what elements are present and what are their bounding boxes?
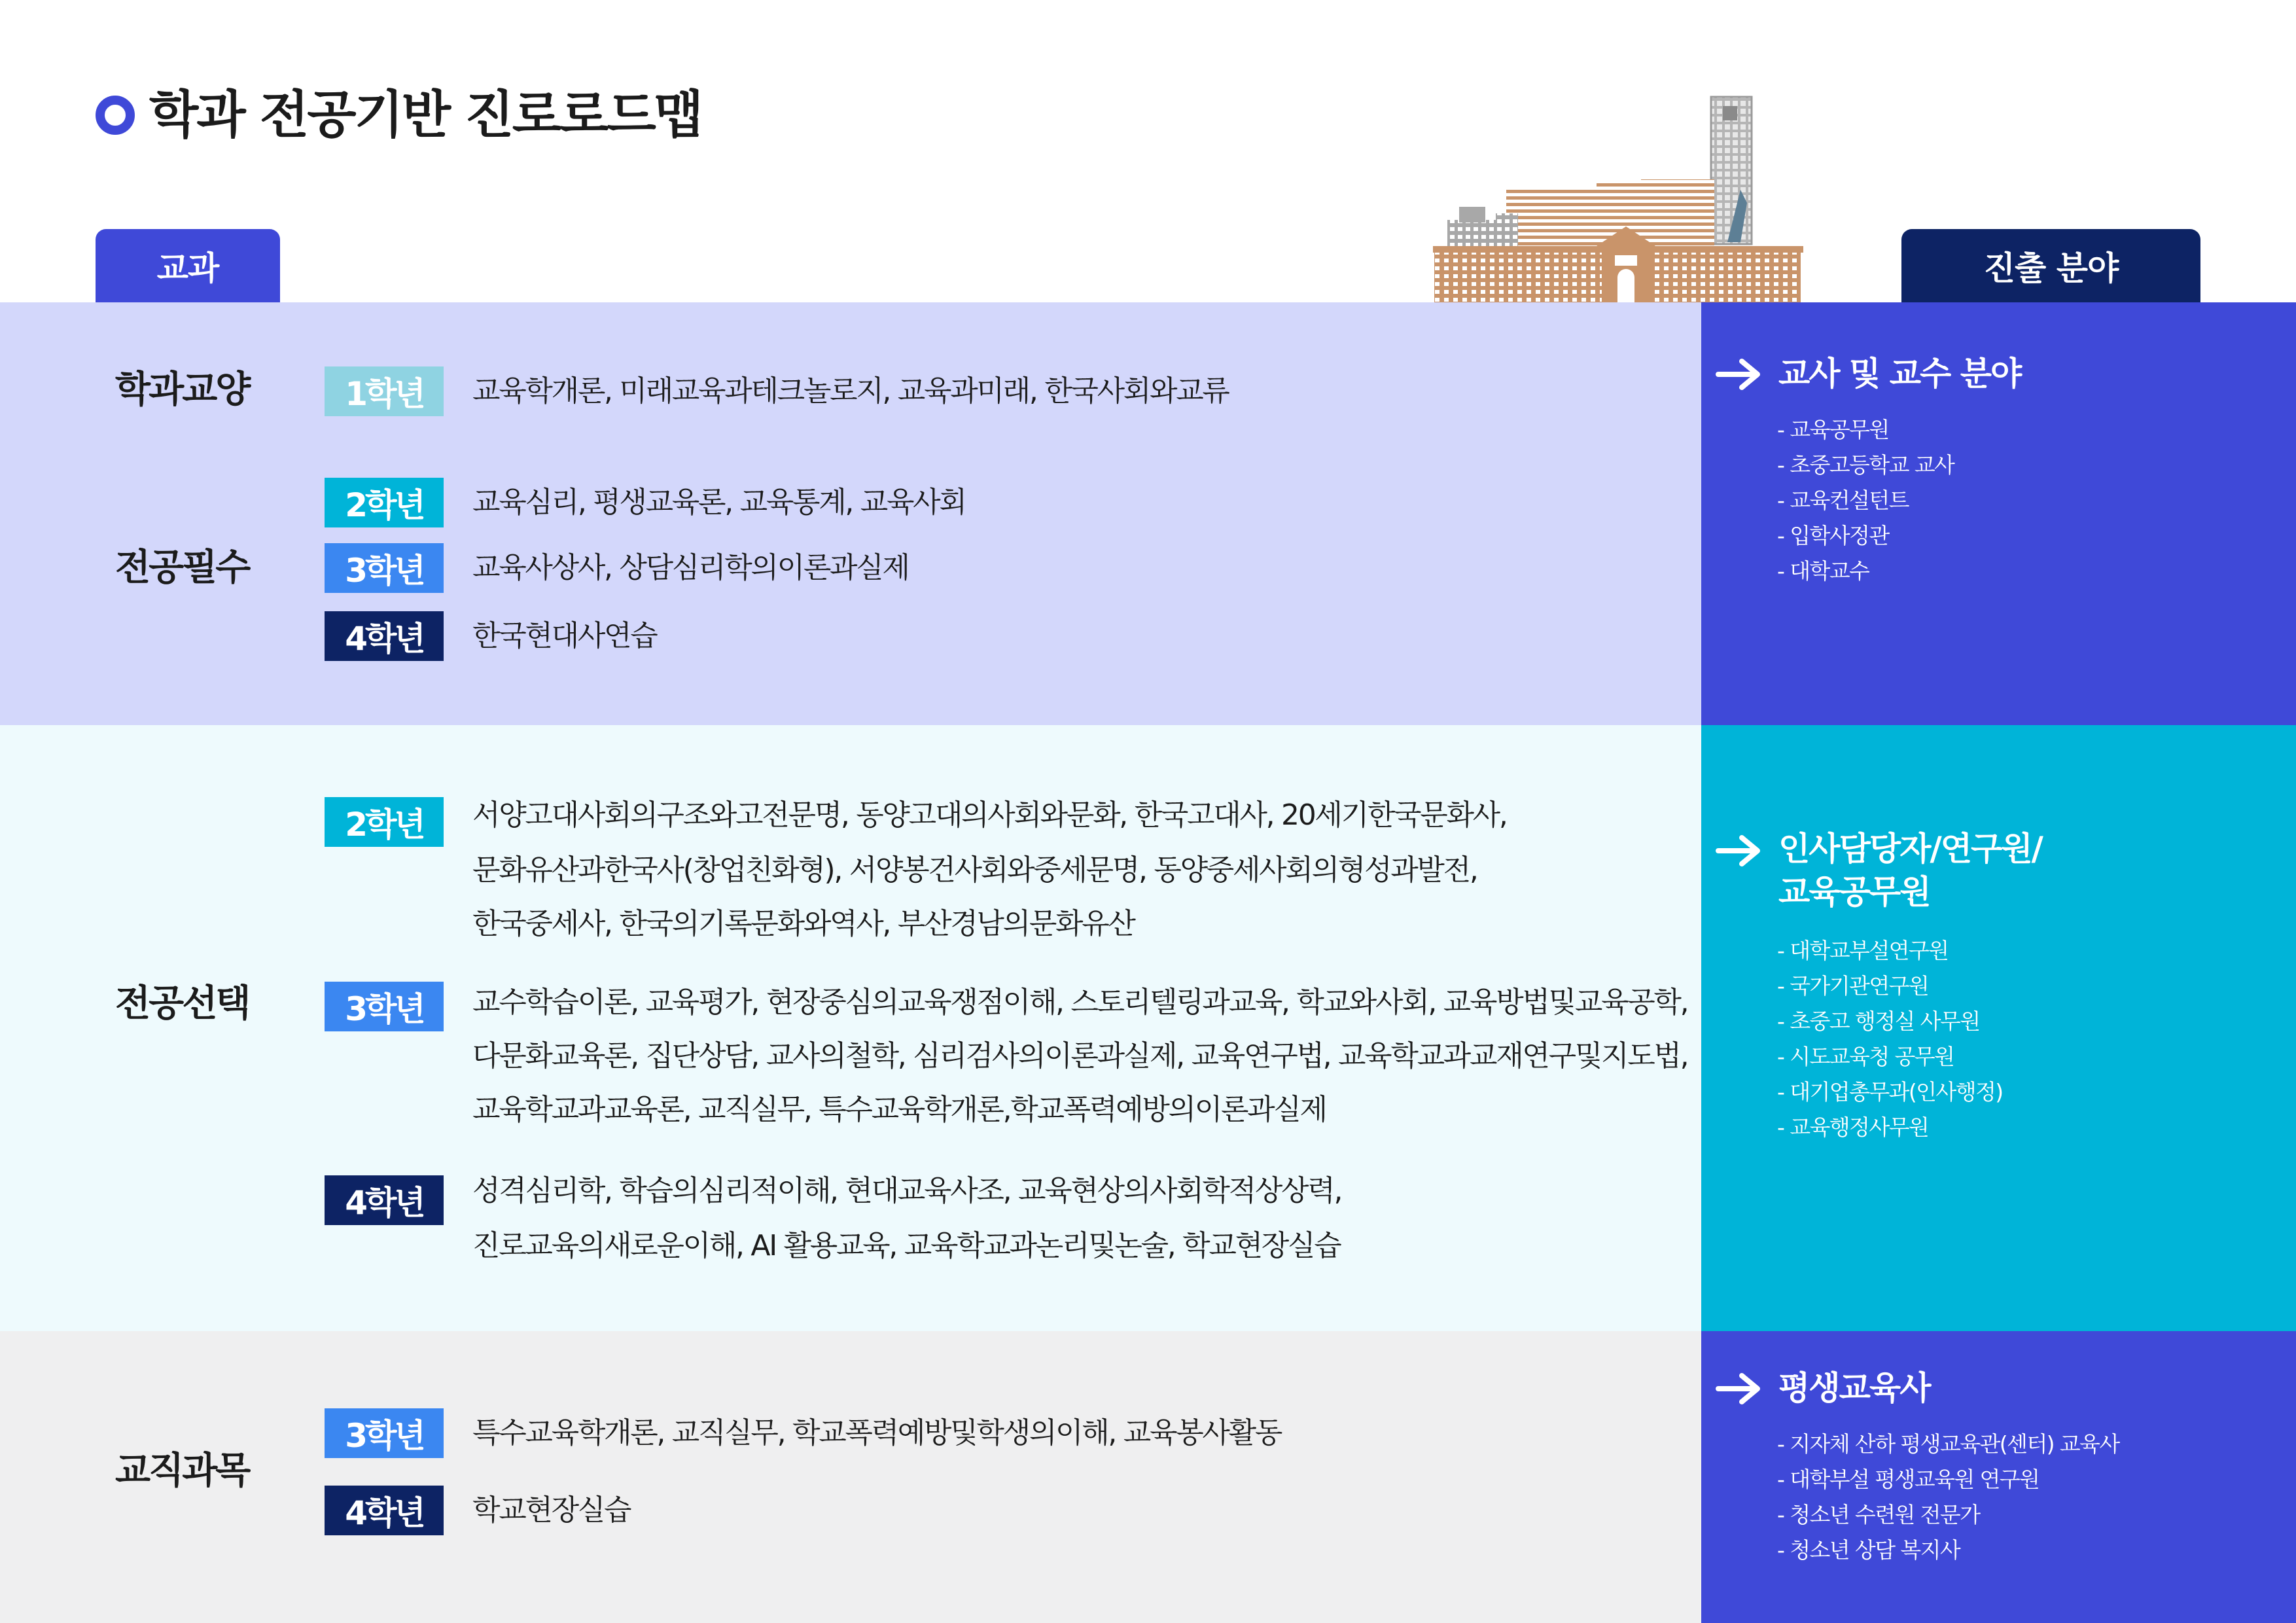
page-title: 학과 전공기반 진로로드맵	[149, 86, 702, 145]
year-badge: 3학년	[325, 982, 444, 1031]
arrow-right-icon	[1716, 834, 1763, 868]
course-line: 교육학개론, 미래교육과테크놀로지, 교육과미래, 한국사회와교류	[472, 374, 1229, 408]
career-item: - 지자체 산하 평생교육관(센터) 교육사	[1777, 1427, 2119, 1462]
course-line: 특수교육학개론, 교직실무, 학교폭력예방및학생의이해, 교육봉사활동	[472, 1416, 1282, 1450]
career-item: - 입학사정관	[1777, 518, 1954, 554]
course-line: 교육사상사, 상담심리학의이론과실제	[472, 551, 909, 584]
arrow-right-icon	[1716, 1372, 1763, 1406]
career-item: - 초중고 행정실 사무원	[1777, 1004, 2003, 1039]
course-line: 문화유산과한국사(창업친화형), 서양봉건사회와중세문명, 동양중세사회의형성과발전,	[472, 853, 1477, 887]
band-teaching	[0, 1331, 1701, 1623]
career-item: - 대학교부설연구원	[1777, 933, 2003, 969]
course-line: 서양고대사회의구조와고전문명, 동양고대의사회와문화, 한국고대사, 20세기한국문화사,	[472, 798, 1507, 832]
year-badge: 4학년	[325, 1175, 444, 1225]
course-line: 한국현대사연습	[472, 619, 657, 652]
category-general-education: 학과교양	[115, 368, 249, 411]
career-title: 인사담당자/연구원/	[1778, 830, 2042, 868]
year-badge: 1학년	[325, 366, 444, 416]
career-list	[1777, 412, 1954, 589]
year-badge: 4학년	[325, 1486, 444, 1535]
career-item: - 교육공무원	[1777, 412, 1954, 448]
year-badge: 4학년	[325, 611, 444, 661]
arrow-right-icon	[1716, 357, 1763, 391]
career-title: 교사 및 교수 분야	[1778, 355, 2021, 393]
category-major-elective: 전공선택	[115, 982, 249, 1025]
career-item: - 국가기관연구원	[1777, 969, 2003, 1004]
campus-buildings-illustration	[1433, 92, 1806, 302]
career-item: - 교육행정사무원	[1777, 1110, 2003, 1145]
course-line: 진로교육의새로운이해, AI 활용교육, 교육학교과논리및논술, 학교현장실습	[472, 1229, 1341, 1262]
course-line: 다문화교육론, 집단상담, 교사의철학, 심리검사의이론과실제, 교육연구법, 교육학교과교재연구및지도법,	[472, 1039, 1688, 1073]
year-badge: 3학년	[325, 543, 444, 593]
career-list	[1777, 933, 2003, 1145]
career-item: - 대기업총무과(인사행정)	[1777, 1075, 2003, 1110]
course-line: 교수학습이론, 교육평가, 현장중심의교육쟁점이해, 스토리텔링과교육, 학교와사회, 교육방법및교육공학,	[472, 986, 1688, 1019]
year-badge: 2학년	[325, 478, 444, 527]
year-badge: 2학년	[325, 797, 444, 847]
career-item: - 대학부설 평생교육원 연구원	[1777, 1462, 2119, 1497]
course-line: 성격심리학, 학습의심리적이해, 현대교육사조, 교육현상의사회학적상상력,	[472, 1174, 1342, 1207]
career-item: - 시도교육청 공무원	[1777, 1039, 2003, 1075]
tab-career-fields: 진출 분야	[1901, 229, 2200, 302]
career-item: - 대학교수	[1777, 554, 1954, 589]
career-item: - 교육컨설턴트	[1777, 483, 1954, 518]
title-bullet-icon	[96, 96, 135, 135]
course-line: 한국중세사, 한국의기록문화와역사, 부산경남의문화유산	[472, 907, 1135, 940]
career-title: 평생교육사	[1778, 1369, 1930, 1407]
tab-subjects: 교과	[96, 229, 280, 302]
course-line: 학교현장실습	[472, 1493, 631, 1527]
category-teaching: 교직과목	[115, 1450, 249, 1492]
career-item: - 초중고등학교 교사	[1777, 448, 1954, 483]
course-line: 교육학교과교육론, 교직실무, 특수교육학개론,학교폭력예방의이론과실제	[472, 1093, 1326, 1126]
course-line: 교육심리, 평생교육론, 교육통계, 교육사회	[472, 486, 966, 519]
category-major-required: 전공필수	[115, 546, 249, 589]
career-item: - 청소년 수련원 전문가	[1777, 1497, 2119, 1533]
career-title: 교육공무원	[1778, 873, 1930, 911]
career-item: - 청소년 상담 복지사	[1777, 1533, 2119, 1568]
year-badge: 3학년	[325, 1408, 444, 1458]
career-list	[1777, 1427, 2119, 1568]
